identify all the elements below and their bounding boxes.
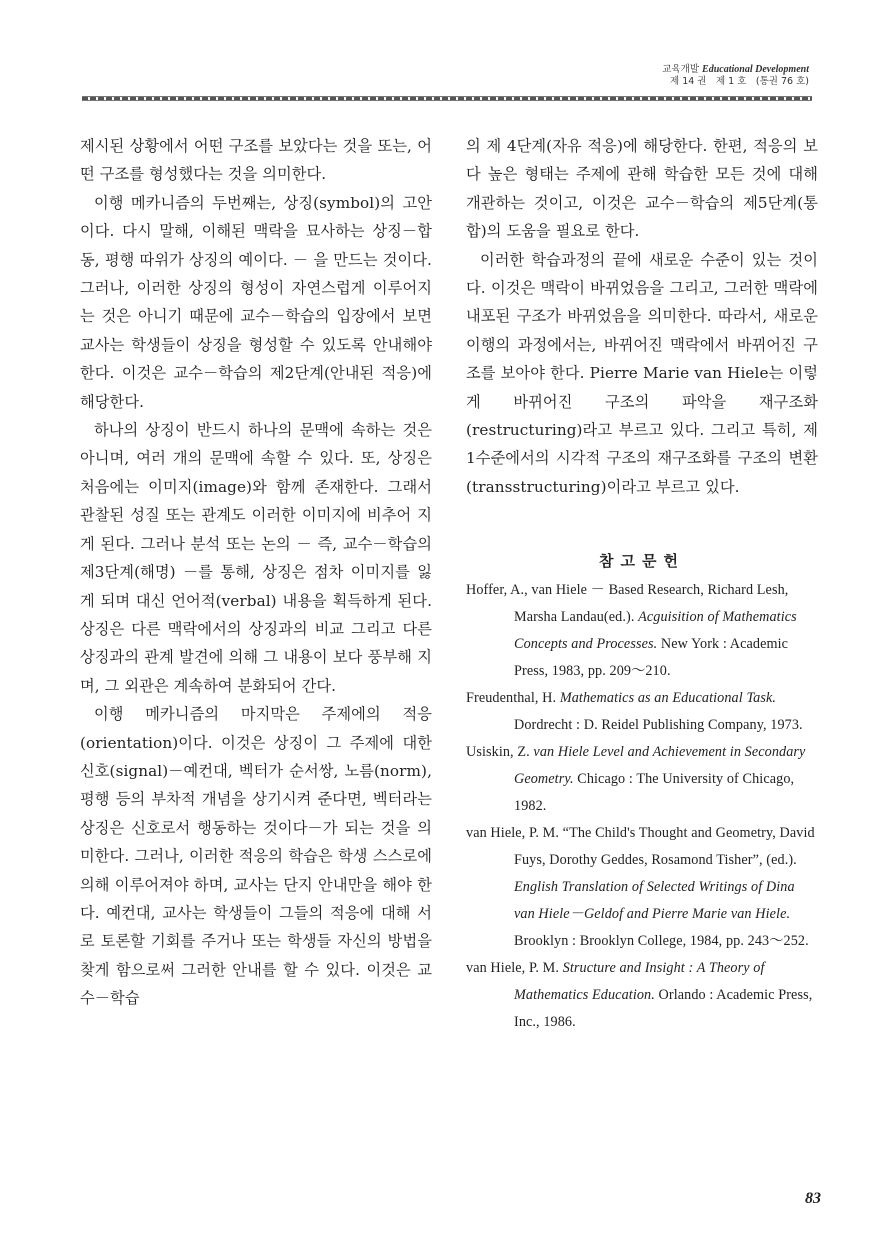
header-divider (82, 96, 812, 101)
issue-info: 제 14 권 제 1 호 (통권 76 호) (670, 76, 809, 87)
right-column (466, 132, 818, 1036)
paragraph: 의 제 4단계(자유 적응)에 해당한다. 한편, 적응의 보다 높은 형태는 주제에 관해 학습한 모든 것에 대해 개관하는 것이고, 이것은 교수－학습의 제5단계(통합)의 도움을 필요로 한다. (466, 137, 818, 241)
left-column (80, 132, 432, 1013)
journal-header (662, 64, 809, 88)
page-number: 83 (805, 1190, 821, 1207)
journal-name-ko: 교육개발 (662, 64, 700, 75)
journal-name-en: Educational Development (702, 64, 809, 75)
paragraph: 제시된 상황에서 어떤 구조를 보았다는 것을 또는, 어떤 구조를 형성했다는 것을 의미한다. (80, 137, 432, 184)
reference-item: van Hiele, P. M. Structure and Insight : A Theory of Mathematics Education. Orlando : Academic Press, Inc., 1986. (466, 960, 813, 1031)
paragraph: 이행 메카니즘의 두번째는, 상징(symbol)의 고안이다. 다시 말해, 이해된 맥락을 묘사하는 상징－합동, 평행 따위가 상징의 예이다. － 을 만드는 것이다. 그러나, 이러한 상징의 형성이 자연스럽게 이루어지는 것은 아니기 때문에 교수－학습의 입장에서 보면 교사는 학생들이 상징을 형성할 수 있도록 안내해야 한다. 이것은 교수－학습의 제2단계(안내된 적응)에 해당한다. (80, 193, 432, 411)
reference-list (466, 577, 818, 1036)
reference-item: Usiskin, Z. van Hiele Level and Achievement in Secondary Geometry. Chicago : The University of Chicago, 1982. (466, 744, 806, 815)
reference-item: Hoffer, A., van Hiele － Based Research, Richard Lesh, Marsha Landau(ed.). Acguisition of Mathematics Concepts and Processes. New York : Academic Press, 1983, pp. 209～210. (466, 582, 797, 680)
references-heading: 참고문헌 (599, 552, 685, 571)
reference-item: van Hiele, P. M. “The Child's Thought and Geometry, David Fuys, Dorothy Geddes, Rosamond Tisher”, (ed.). English Translation of Selected Writings of Dina van Hiele－Geldof and Pierre Marie van Hiele. Brooklyn : Brooklyn College, 1984, pp. 243～252. (466, 825, 815, 950)
paragraph: 하나의 상징이 반드시 하나의 문맥에 속하는 것은 아니며, 여러 개의 문맥에 속할 수 있다. 또, 상징은 처음에는 이미지(image)와 함께 존재한다. 그래서 관찰된 성질 또는 관계도 이러한 이미지에 비추어 지게 된다. 그러나 분석 또는 논의 － 즉, 교수－학습의 제3단계(해명) －를 통해, 상징은 점차 이미지를 잃게 되며 대신 언어적(verbal) 내용을 획득하게 된다. 상징은 다른 맥락에서의 상징과의 비교 그리고 다른 상징과의 관계 발견에 의해 그 내용이 보다 풍부해 지며, 그 외관은 계속하여 분화되어 간다. (80, 421, 432, 695)
paragraph: 이행 메카니즘의 마지막은 주제에의 적응(orientation)이다. 이것은 상징이 그 주제에 대한 신호(signal)－예컨대, 벡터가 순서쌍, 노름(norm), 평행 등의 부차적 개념을 상기시켜 준다면, 벡터라는 상징은 신호로서 행동하는 것이다－가 되는 것을 의미한다. 그러나, 이러한 적응의 학습은 학생 스스로에 의해 이루어져야 하며, 교사는 단지 안내만을 해야 한다. 예컨대, 교사는 학생들이 그들의 적응에 대해 서로 토론할 기회를 주거나 또는 학생들 자신의 방법을 찾게 함으로써 그러한 안내를 할 수 있다. 이것은 교수－학습 (80, 705, 432, 1008)
paragraph: 이러한 학습과정의 끝에 새로운 수준이 있는 것이다. 이것은 맥락이 바뀌었음을 그리고, 그러한 맥락에 내포된 구조가 바뀌었음을 의미한다. 따라서, 새로운 이행의 과정에서는, 바뀌어진 맥락에서 바뀌어진 구조를 보아야 한다. Pierre Marie van Hiele는 이렇게 바뀌어진 구조의 파악을 재구조화(restructuring)라고 부르고 있다. 그리고 특히, 제1수준에서의 시각적 구조의 재구조화를 구조의 변환(transstructuring)이라고 부르고 있다. (466, 250, 818, 496)
reference-item: Freudenthal, H. Mathematics as an Educational Task. Dordrecht : D. Reidel Publishing Company, 1973. (466, 690, 803, 734)
